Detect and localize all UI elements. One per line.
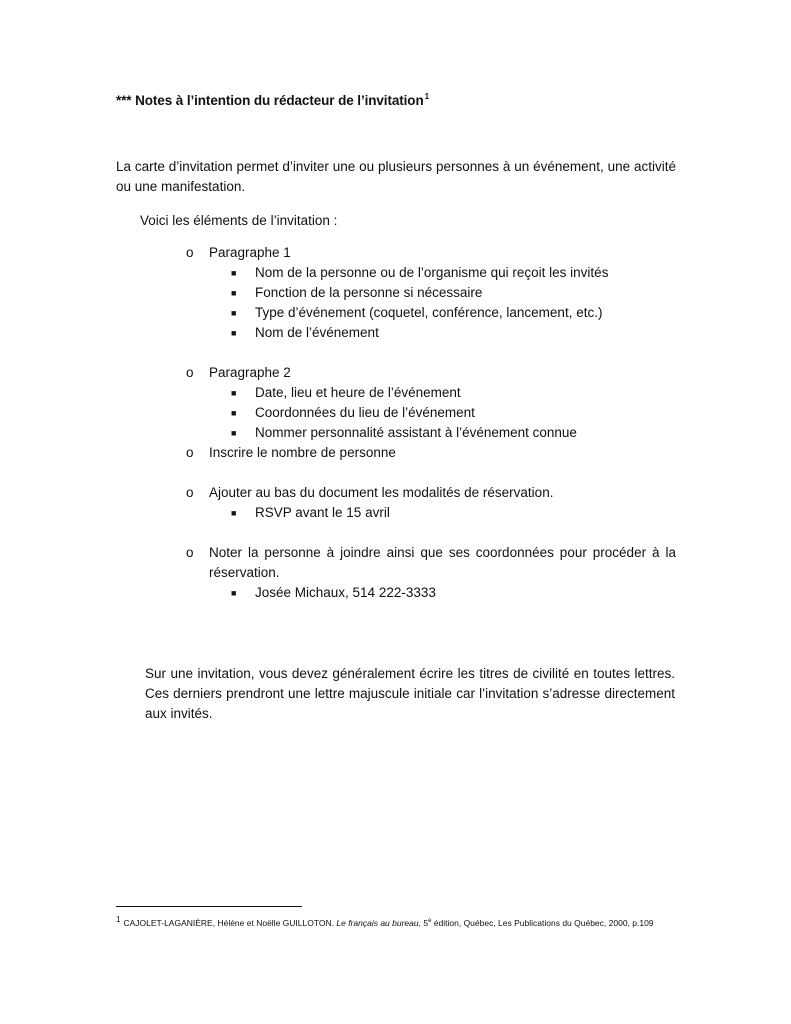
outline-subitem-text: Josée Michaux, 514 222-3333 [255, 585, 436, 600]
square-bullet-icon: ■ [231, 288, 237, 298]
footnote [116, 914, 654, 929]
circle-bullet-icon: o [186, 445, 194, 460]
square-bullet-icon: ■ [231, 328, 237, 338]
outline-item-label: Paragraphe 1 [209, 245, 291, 260]
circle-bullet-icon: o [186, 485, 194, 500]
square-bullet-icon: ■ [231, 508, 237, 518]
outline-group [186, 483, 676, 523]
footnote-title: Le français au bureau, [336, 918, 421, 928]
outline-group [186, 363, 676, 443]
outline-subitem [186, 303, 676, 323]
outline-group [186, 443, 676, 463]
outline-subitem-text: Coordonnées du lieu de l’événement [255, 405, 475, 420]
square-bullet-icon: ■ [231, 308, 237, 318]
footnote-reference: 1 [424, 92, 429, 101]
circle-bullet-icon: o [186, 245, 194, 260]
circle-bullet-icon: o [186, 365, 194, 380]
outline-item-label: Paragraphe 2 [209, 365, 291, 380]
outline-group [186, 243, 676, 343]
intro-paragraph: La carte d’invitation permet d’inviter une ou plusieurs personnes à un événement, une activité ou une manifestation. [116, 159, 676, 194]
footnote-authors: CAJOLET-LAGANIÈRE, Hélène et Noëlle GUILLOTON. [123, 918, 334, 928]
outline-subitem [186, 503, 676, 523]
outline-item-label: Noter la personne à joindre ainsi que ses coordonnées pour procéder à la réservation. [209, 545, 676, 580]
notes-heading-text: *** Notes à l’intention du rédacteur de l’invitation [116, 93, 424, 108]
outline-subitem [186, 283, 676, 303]
outline-item [186, 243, 676, 263]
outline-subitem-text: Date, lieu et heure de l’événement [255, 385, 461, 400]
outline-subitem-text: Nom de l’événement [255, 325, 379, 340]
closing-paragraph: Sur une invitation, vous devez généralement écrire les titres de civilité en toutes lettres. Ces derniers prendront une lettre majuscule initiale car l’invitation s’adresse directement aux invités. [145, 666, 675, 721]
footnote-edition-suffix: e [428, 918, 432, 924]
square-bullet-icon: ■ [231, 588, 237, 598]
outline-subitem [186, 383, 676, 403]
square-bullet-icon: ■ [231, 428, 237, 438]
outline-subitem [186, 323, 676, 343]
outline-subitem-text: RSVP avant le 15 avril [255, 505, 390, 520]
outline-subitem [186, 423, 676, 443]
outline-subitem-text: Nom de la personne ou de l’organisme qui reçoit les invités [255, 265, 609, 280]
outline-subitem [186, 403, 676, 423]
outline-subitem-text: Fonction de la personne si nécessaire [255, 285, 483, 300]
square-bullet-icon: ■ [231, 388, 237, 398]
square-bullet-icon: ■ [231, 268, 237, 278]
footnote-number: 1 [116, 915, 121, 924]
outline-subitem-text: Nommer personnalité assistant à l’événement connue [255, 425, 577, 440]
outline-subitem [186, 263, 676, 283]
outline-subitem [186, 583, 676, 603]
outline-item [186, 363, 676, 383]
footnote-separator [116, 906, 302, 907]
outline-item-label: Inscrire le nombre de personne [209, 445, 396, 460]
outline-item-label: Ajouter au bas du document les modalités de réservation. [209, 485, 554, 500]
outline-subitem-text: Type d’événement (coquetel, conférence, lancement, etc.) [255, 305, 603, 320]
outline-item [186, 483, 676, 503]
circle-bullet-icon: o [186, 545, 194, 560]
notes-heading [116, 92, 429, 108]
elements-outline [186, 243, 676, 603]
square-bullet-icon: ■ [231, 408, 237, 418]
footnote-edition-number: 5 [423, 918, 429, 928]
elements-lead: Voici les éléments de l’invitation : [140, 213, 338, 228]
outline-group [186, 543, 676, 603]
outline-item [186, 543, 676, 583]
outline-item [186, 443, 676, 463]
footnote-rest: édition, Québec, Les Publications du Québec, 2000, p.109 [433, 918, 654, 928]
